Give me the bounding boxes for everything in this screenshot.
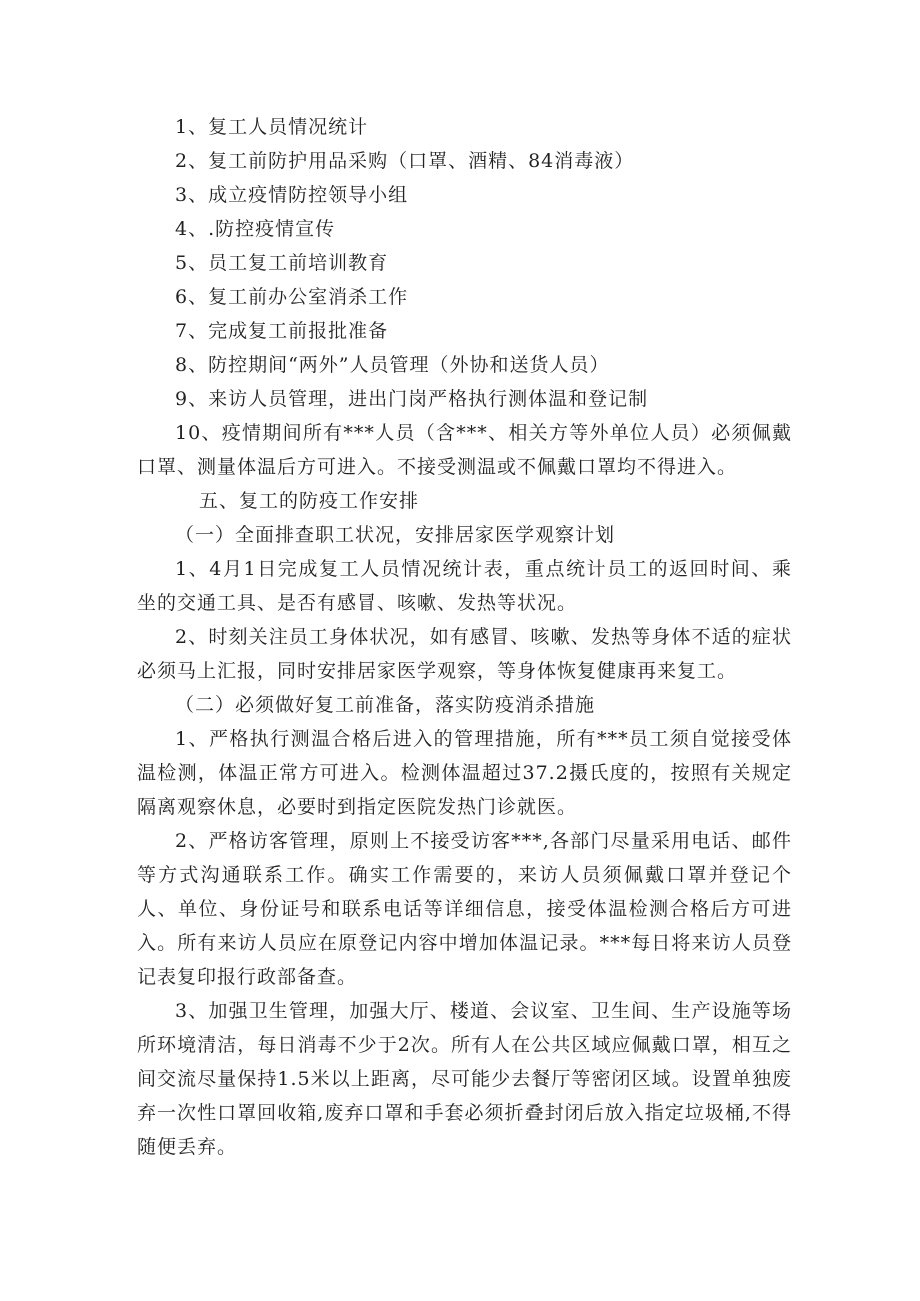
subsection-1-paragraph-1: 1、4月1日完成复工人员情况统计表，重点统计员工的返回时间、乘坐的交通工具、是否有感冒、咳嗽、发热等状况。 (137, 558, 792, 614)
list-item: 3、成立疫情防控领导小组 (175, 184, 409, 206)
list-item: 8、防控期间“两外”人员管理（外协和送货人员） (175, 354, 610, 376)
list-item: 5、员工复工前培训教育 (175, 252, 389, 274)
list-item: 1、复工人员情况统计 (175, 116, 369, 138)
list-item: 2、复工前防护用品采购（口罩、酒精、84消毒液） (175, 150, 635, 172)
subsection-2-title: （二）必须做好复工前准备，落实防疫消杀措施 (175, 694, 596, 716)
subsection-2-paragraph-3: 3、加强卫生管理，加强大厅、楼道、会议室、卫生间、生产设施等场所环境清洁，每日消毒不少于2次。所有人在公共区域应佩戴口罩，相互之间交流尽量保持1.5米以上距离，尽可能少去餐厅等密闭区域。设置单独废弃一次性口罩回收箱,废弃口罩和手套必须折叠封闭后放入指定垃圾桶,不得随便丢弃。 (137, 1000, 792, 1158)
list-item-10: 10、疫情期间所有***人员（含***、相关方等外单位人员）必须佩戴口罩、测量体温后方可进入。不接受测温或不佩戴口罩均不得进入。 (137, 422, 792, 478)
list-item: 9、来访人员管理，进出门岗严格执行测体温和登记制 (175, 388, 649, 410)
list-item: 4、.防控疫情宣传 (175, 218, 336, 240)
subsection-2-paragraph-2: 2、严格访客管理，原则上不接受访客***,各部门尽量采用电话、邮件等方式沟通联系工作。确实工作需要的，来访人员须佩戴口罩并登记个人、单位、身份证号和联系电话等详细信息，接受体温检测合格后方可进入。所有来访人员应在原登记内容中增加体温记录。***每日将来访人员登记表复印报行政部备查。 (137, 830, 792, 988)
subsection-2-paragraph-1: 1、严格执行测温合格后进入的管理措施，所有***员工须自觉接受体温检测，体温正常方可进入。检测体温超过37.2摄氏度的，按照有关规定隔离观察休息，必要时到指定医院发热门诊就医。 (137, 728, 792, 818)
list-item: 6、复工前办公室消杀工作 (175, 286, 409, 308)
list-item: 7、完成复工前报批准备 (175, 320, 389, 342)
subsection-1-title: （一）全面排查职工状况，安排居家医学观察计划 (175, 524, 616, 546)
section-title: 五、复工的防疫工作安排 (199, 490, 420, 512)
subsection-1-paragraph-2: 2、时刻关注员工身体状况，如有感冒、咳嗽、发热等身体不适的症状必须马上汇报，同时安排居家医学观察，等身体恢复健康再来复工。 (137, 626, 792, 682)
document-body (137, 110, 792, 1164)
